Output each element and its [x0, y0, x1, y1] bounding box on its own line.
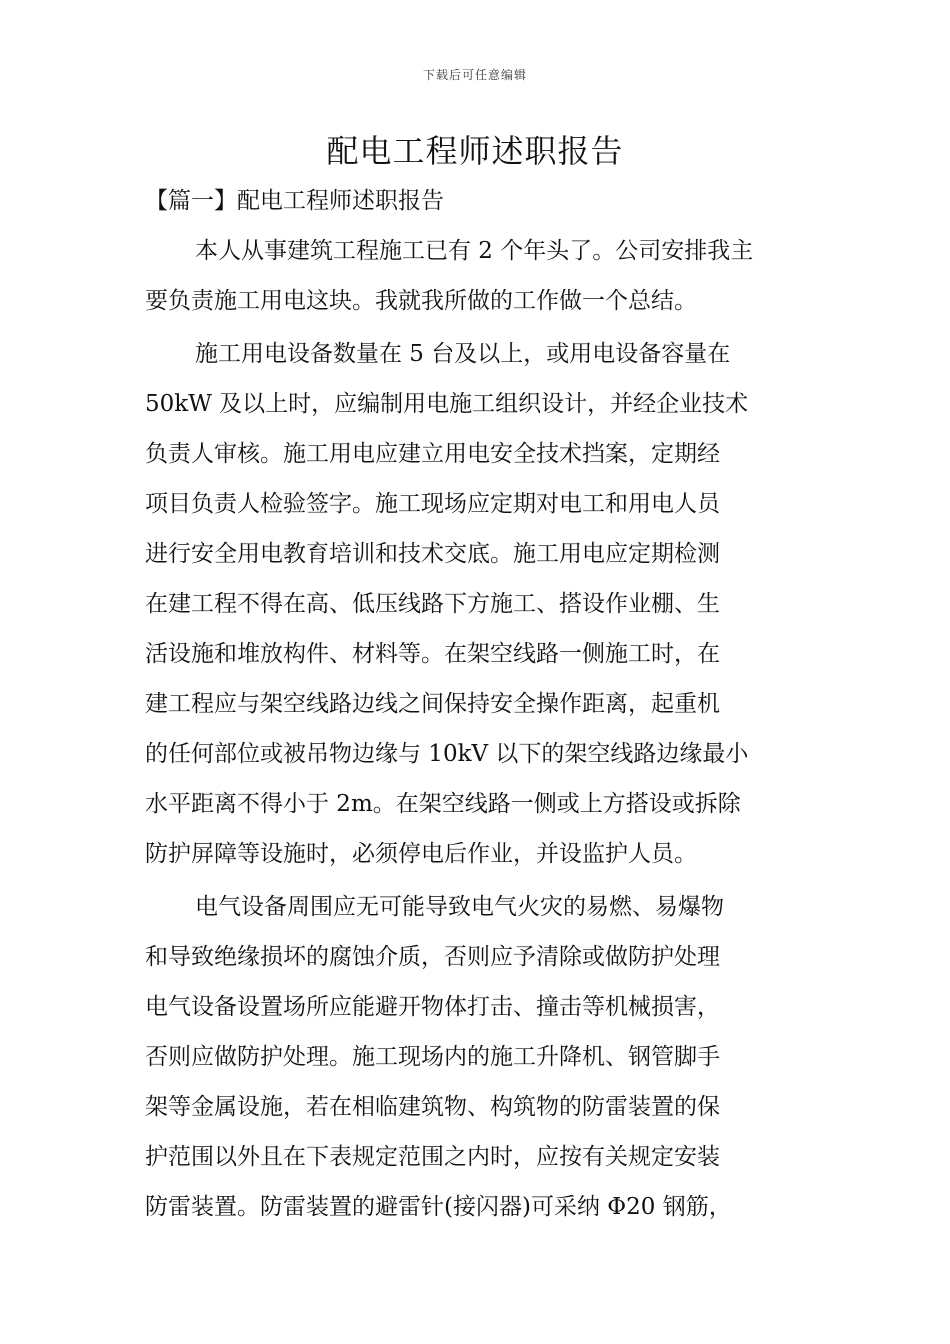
paragraph-line: 的任何部位或被吊物边缘与 10kV 以下的架空线路边缘最小: [145, 741, 749, 767]
paragraph-line: 护范围以外且在下表规定范围之内时，应按有关规定安装: [145, 1144, 720, 1170]
paragraph-line: 建工程应与架空线路边线之间保持安全操作距离，起重机: [145, 691, 720, 717]
paragraph-1: [145, 226, 807, 326]
paragraph-line: 要负责施工用电这块。我就我所做的工作做一个总结。: [145, 288, 697, 314]
paragraph-line: 负责人审核。施工用电应建立用电安全技术挡案，定期经: [145, 441, 720, 467]
paragraph-3: [145, 882, 807, 1232]
document-body: [145, 176, 807, 1232]
paragraph-line: 架等金属设施，若在相临建筑物、构筑物的防雷装置的保: [145, 1094, 720, 1120]
paragraph-line: 防雷装置。防雷装置的避雷针(接闪器)可采纳 Φ20 钢筋，: [145, 1194, 732, 1220]
paragraph-line: 和导致绝缘损坏的腐蚀介质，否则应予清除或做防护处理: [145, 944, 720, 970]
paragraph-line: 50kW 及以上时，应编制用电施工组织设计，并经企业技术: [145, 391, 749, 417]
paragraph-line: 防护屏障等设施时，必须停电后作业，并设监护人员。: [145, 841, 697, 867]
paragraph-line: 本人从事建筑工程施工已有 2 个年头了。公司安排我主: [195, 238, 754, 264]
paragraph-line: 水平距离不得小于 2m。在架空线路一侧或上方搭设或拆除: [145, 791, 741, 817]
paragraph-line: 电气设备周围应无可能导致电气火灾的易燃、易爆物: [195, 894, 724, 920]
header-note: 下载后可任意编辑: [422, 68, 527, 82]
paragraph-line: 施工用电设备数量在 5 台及以上，或用电设备容量在: [195, 341, 731, 367]
paragraph-line: 活设施和堆放构件、材料等。在架空线路一侧施工时，在: [145, 641, 720, 667]
paragraph-line: 电气设备设置场所应能避开物体打击、撞击等机械损害，: [145, 994, 720, 1020]
page-title: 配电工程师述职报告: [326, 132, 624, 170]
paragraph-line: 在建工程不得在高、低压线路下方施工、搭设作业棚、生: [145, 591, 720, 617]
paragraph-line: 进行安全用电教育培训和技术交底。施工用电应定期检测: [145, 541, 720, 567]
paragraph-2: [145, 329, 807, 879]
paragraph-line: 项目负责人检验签字。施工现场应定期对电工和用电人员: [145, 491, 720, 517]
section-heading: 【篇一】配电工程师述职报告: [145, 188, 444, 214]
paragraph-line: 否则应做防护处理。施工现场内的施工升降机、钢管脚手: [145, 1044, 720, 1070]
